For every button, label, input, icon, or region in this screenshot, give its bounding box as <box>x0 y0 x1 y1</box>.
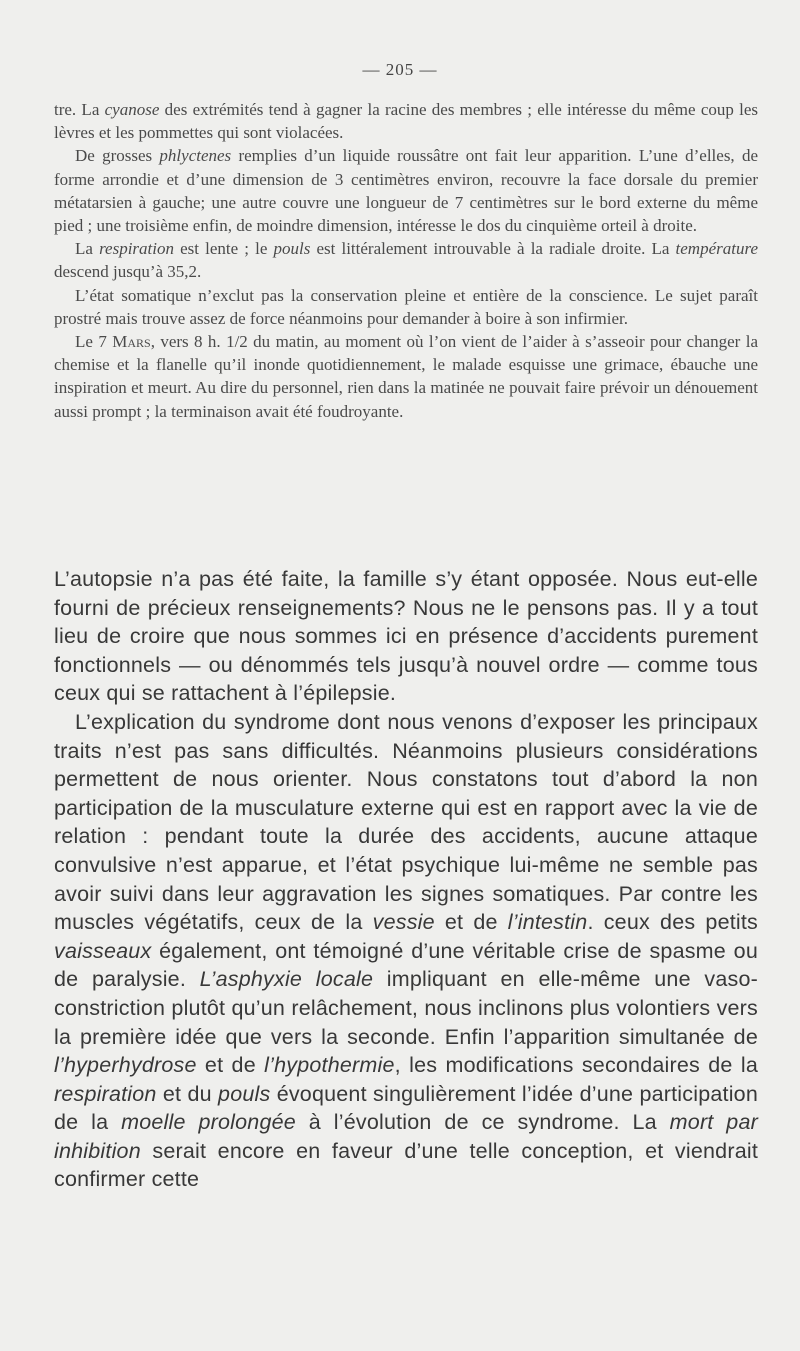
large-print-section <box>54 565 758 1194</box>
text-run: serait encore en faveur d’une telle conception, et viendrait confirmer cette <box>54 1138 758 1192</box>
small-print-section <box>54 98 758 423</box>
text-run: remplies d’un liquide roussâtre ont fait leur apparition. L’une d’elles, de forme arrondie et d’une dimension de 3 centimètres environ, recouvre la face dorsale du premier métatarsien à gauche; une autre couvre une longueur de 7 centimètres sur le bord externe du même pied ; une troisième enfin, de moindre dimension, intéresse le dos du cinquième orteil à droite. <box>54 146 758 236</box>
month-small-caps: Mars <box>112 332 151 352</box>
text-run: . ceux des petits <box>587 910 759 935</box>
text-run: impliquant en elle-même une vaso-constriction plutôt qu’un relâchement, nous inclinons plus volontiers vers la première idée que vers la seconde. Enfin l’apparition simultanée de <box>54 967 758 1049</box>
text-run: De grosses <box>75 146 160 166</box>
text-run: évoquent singulièrement l’idée d’une participation de la <box>54 1081 758 1135</box>
italic-term: respiration <box>99 239 174 259</box>
italic-term: vaisseaux <box>54 938 152 963</box>
italic-term: cyanose <box>104 100 160 119</box>
italic-term: l’intestin <box>507 910 588 935</box>
italic-term: phlyctenes <box>159 146 232 166</box>
text-run: , les modifications secondaires de la <box>394 1053 758 1078</box>
text-run: est littéralement introuvable à la radiale droite. La <box>310 239 676 259</box>
text-run: est lente ; le <box>174 239 274 259</box>
italic-term: l’hyperhydrose <box>54 1053 197 1078</box>
paragraph-explication <box>54 708 758 1194</box>
italic-term: l’hypothermie <box>264 1053 395 1078</box>
text-run: , vers 8 h. 1/2 du matin, au moment où l’on vient de l’aider à s’asseoir pour changer la chemise et la flanelle qu’il inonde quotidiennement, le malade esquisse une grimace, ébauche une inspiration et meurt. Au dire du personnel, rien dans la matinée ne pouvait faire prévoir un dénouement aussi prompt ; la terminaison avait été foudroyante. <box>54 332 758 421</box>
text-run: à l’évolution de ce syndrome. La <box>295 1110 670 1135</box>
text-run: et de <box>434 910 508 935</box>
italic-term: pouls <box>273 239 311 259</box>
italic-term: L’asphyxie locale <box>199 967 374 992</box>
italic-term: température <box>675 239 758 259</box>
paragraph-etat-somatique: L’état somatique n’exclut pas la conservation pleine et entière de la conscience. Le sujet paraît prostré mais trouve assez de force néanmoins pour demander à boire à son infirmier. <box>54 285 758 328</box>
text-run: tre. La <box>54 100 105 119</box>
italic-term: moelle prolongée <box>121 1110 296 1135</box>
text-run: et de <box>196 1053 265 1078</box>
paragraph-respiration <box>54 237 758 283</box>
text-run: descend jusqu’à 35,2. <box>54 262 202 282</box>
paragraph-phlyctenes <box>54 144 758 237</box>
text-run: La <box>75 239 100 259</box>
text-run: des extrémités tend à gagner la racine des membres ; elle intéresse du même coup les lèvres et les pommettes qui sont violacées. <box>54 100 759 143</box>
text-run: L’explication du syndrome dont nous venons d’exposer les principaux traits n’est pas sans difficultés. Néanmoins plusieurs considérations permettent de nous orienter. Nous constatons tout d’abord la non participation de la musculature externe qui est en rapport avec la vie de relation : pendant toute la durée des accidents, aucune attaque convulsive n’est apparue, et l’état psychique lui-même ne semble pas avoir suivi dans leur aggravation les signes somatiques. Par contre les muscles végétatifs, ceux de la <box>54 709 758 935</box>
text-run: Le 7 <box>75 332 113 352</box>
italic-term: respiration <box>54 1081 157 1106</box>
italic-term: vessie <box>372 910 435 935</box>
paragraph-autopsie: L’autopsie n’a pas été faite, la famille s’y étant opposée. Nous eut-elle fourni de précieux renseignements? Nous ne le pensons pas. Il y a tout lieu de croire que nous sommes ici en présence d’accidents purement fonctionnels — ou dénommés tels jusqu’à nouvel ordre — comme tous ceux qui se rattachent à l’épilepsie. <box>54 567 758 706</box>
italic-term: pouls <box>218 1081 271 1106</box>
paragraph-deces <box>54 330 758 423</box>
text-run: également, ont témoigné d’une véritable crise de spasme ou de paralysie. <box>54 938 758 992</box>
italic-term: mort par inhibition <box>54 1110 758 1163</box>
text-run: et du <box>156 1081 219 1106</box>
paragraph-cyanose <box>54 98 758 144</box>
page-number: — 205 — <box>362 60 438 79</box>
